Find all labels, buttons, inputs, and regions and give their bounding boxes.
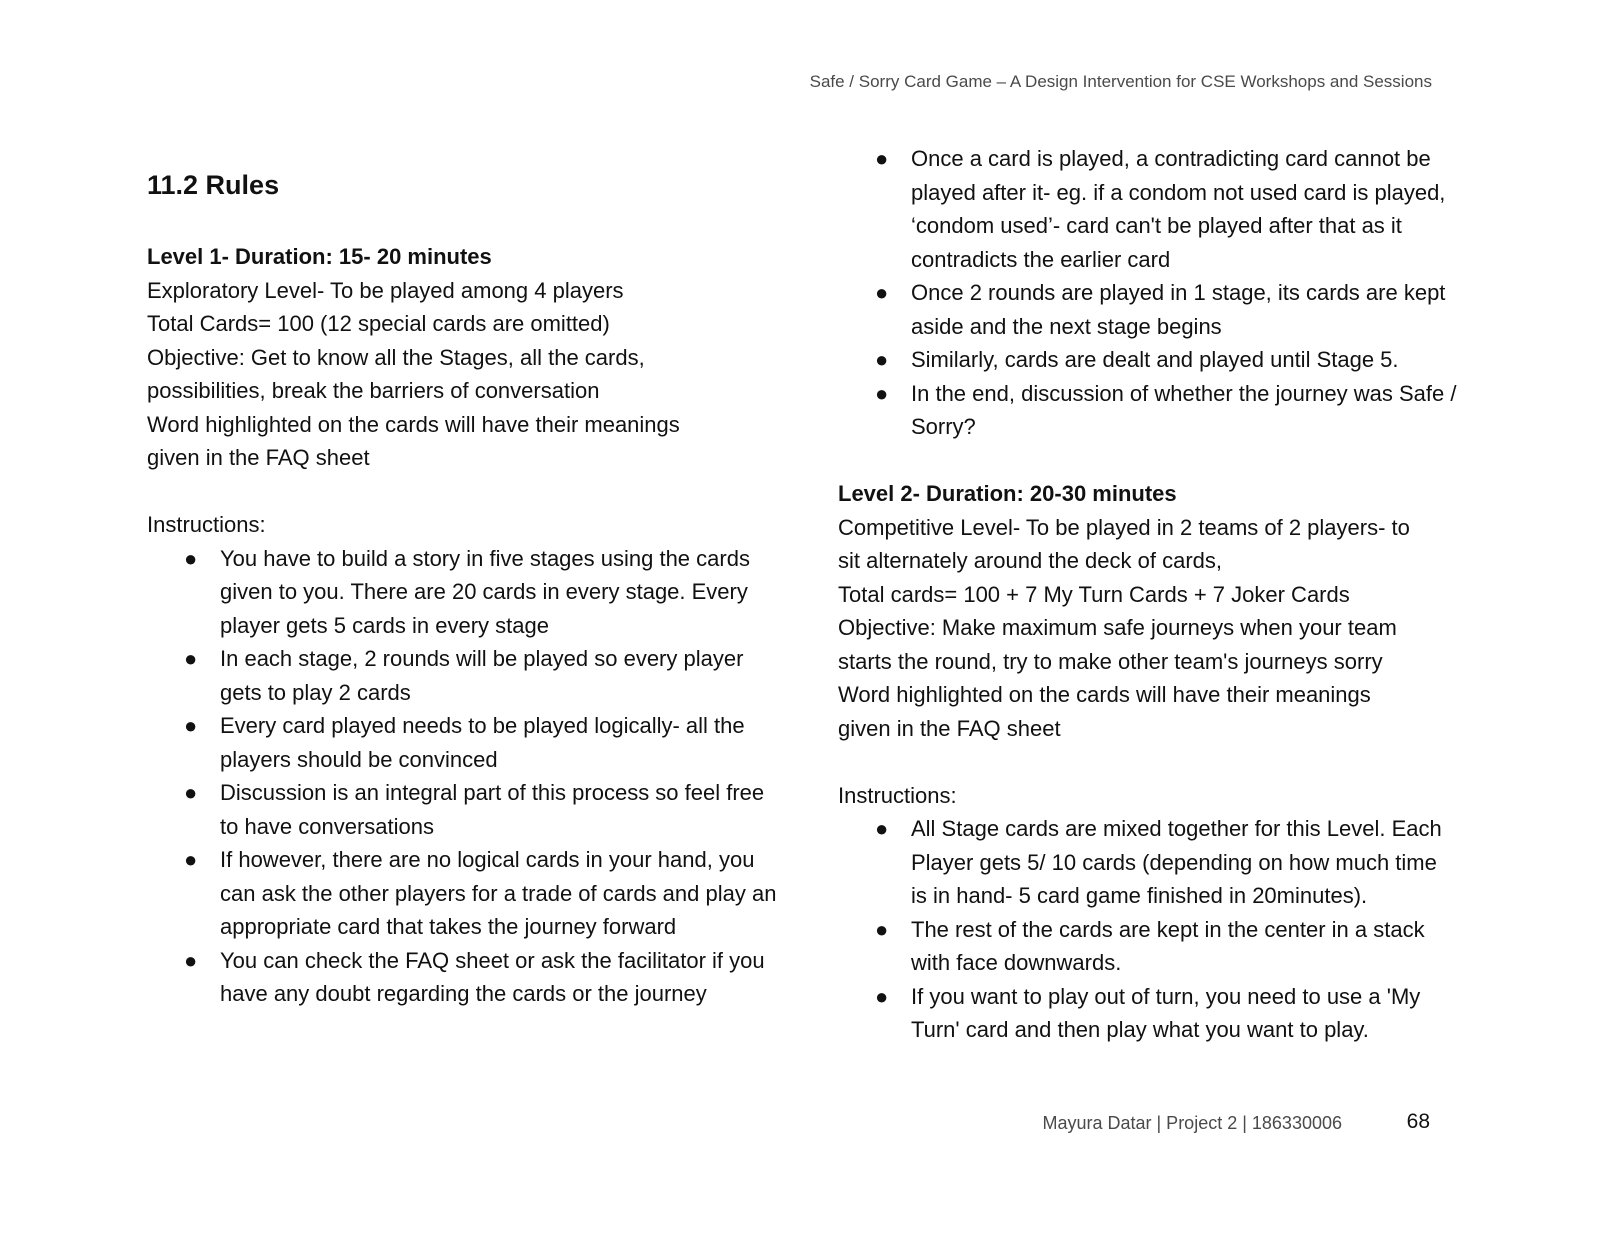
list-item: ● If you want to play out of turn, you need to use a 'My Turn' card and then play what you want to play. xyxy=(838,980,1458,1047)
page-number: 68 xyxy=(1406,1110,1430,1133)
level-1-intro-line: Exploratory Level- To be played among 4 players xyxy=(147,277,624,303)
bullet-icon: ● xyxy=(875,146,889,171)
page-header: Safe / Sorry Card Game – A Design Intervention for CSE Workshops and Sessions xyxy=(809,72,1432,91)
list-item: ● You can check the FAQ sheet or ask the facilitator if you have any doubt regarding the cards or the journey xyxy=(147,944,787,1011)
level-2-intro-line: Total cards= 100 + 7 My Turn Cards + 7 Joker Cards xyxy=(838,581,1350,607)
bullet-icon: ● xyxy=(184,780,198,805)
list-item: ● The rest of the cards are kept in the center in a stack with face downwards. xyxy=(838,913,1458,980)
list-item: ● Similarly, cards are dealt and played until Stage 5. xyxy=(838,343,1458,377)
level-2-heading: Level 2- Duration: 20-30 minutes xyxy=(838,481,1177,506)
list-item: ● In each stage, 2 rounds will be played so every player gets to play 2 cards xyxy=(147,642,787,709)
list-item: ● Once a card is played, a contradicting card cannot be played after it- eg. if a condom not used card is played, ‘condom used’- card can't be played after that as it contradicts the earlier card xyxy=(838,142,1458,276)
bullet-icon: ● xyxy=(184,713,198,738)
bullet-icon: ● xyxy=(875,916,889,942)
level-2-intro-line: Objective: Make maximum safe journeys when your team xyxy=(838,615,1397,640)
bullet-icon: ● xyxy=(184,947,198,973)
list-item: ● In the end, discussion of whether the journey was Safe / Sorry? xyxy=(838,377,1458,444)
bullet-icon: ● xyxy=(184,545,198,571)
bullet-icon: ● xyxy=(184,847,198,872)
level-1-intro-line: Objective: Get to know all the Stages, all the cards, xyxy=(147,344,645,370)
bullet-icon: ● xyxy=(184,646,198,671)
bullet-icon: ● xyxy=(875,983,889,1009)
level-2-instructions-list xyxy=(838,812,1458,1047)
level-2-intro-line: Competitive Level- To be played in 2 teams of 2 players- to xyxy=(838,514,1410,540)
level-1-intro-line: Word highlighted on the cards will have their meanings xyxy=(147,411,680,437)
level-2-intro-line: sit alternately around the deck of cards, xyxy=(838,548,1222,573)
instructions-label: Instructions: xyxy=(838,782,957,808)
footer-credit: Mayura Datar | Project 2 | 186330006 xyxy=(1042,1113,1342,1133)
level-1-intro-line: Total Cards= 100 (12 special cards are omitted) xyxy=(147,311,610,336)
level-2-intro-line: starts the round, try to make other team's journeys sorry xyxy=(838,648,1383,674)
left-column xyxy=(147,142,787,1011)
level-1-instructions-list xyxy=(147,542,787,1011)
level-1-intro-line: given in the FAQ sheet xyxy=(147,445,370,470)
instructions-label: Instructions: xyxy=(147,512,266,537)
bullet-icon: ● xyxy=(875,347,889,372)
bullet-icon: ● xyxy=(875,380,889,406)
list-item: ● All Stage cards are mixed together for this Level. Each Player gets 5/ 10 cards (depending on how much time is in hand- 5 card game finished in 20minutes). xyxy=(838,812,1458,913)
bullet-icon: ● xyxy=(875,816,889,841)
level-1-intro-line: possibilities, break the barriers of conversation xyxy=(147,378,600,403)
section-title: 11.2 Rules xyxy=(147,170,280,200)
list-item: ● Discussion is an integral part of this process so feel free to have conversations xyxy=(147,776,787,843)
level-2-intro-line: given in the FAQ sheet xyxy=(838,715,1061,741)
list-item: ● Every card played needs to be played logically- all the players should be convinced xyxy=(147,709,787,776)
list-item: ● Once 2 rounds are played in 1 stage, its cards are kept aside and the next stage begins xyxy=(838,276,1458,343)
level-2-intro-line: Word highlighted on the cards will have their meanings xyxy=(838,682,1371,707)
level-1-heading: Level 1- Duration: 15- 20 minutes xyxy=(147,244,492,269)
bullet-icon: ● xyxy=(875,280,889,305)
list-item: ● You have to build a story in five stages using the cards given to you. There are 20 cards in every stage. Every player gets 5 cards in every stage xyxy=(147,542,787,643)
right-column xyxy=(838,142,1458,1047)
list-item: ● If however, there are no logical cards in your hand, you can ask the other players for a trade of cards and play an appropriate card that takes the journey forward xyxy=(147,843,787,944)
level-1-instructions-continued xyxy=(838,142,1458,444)
